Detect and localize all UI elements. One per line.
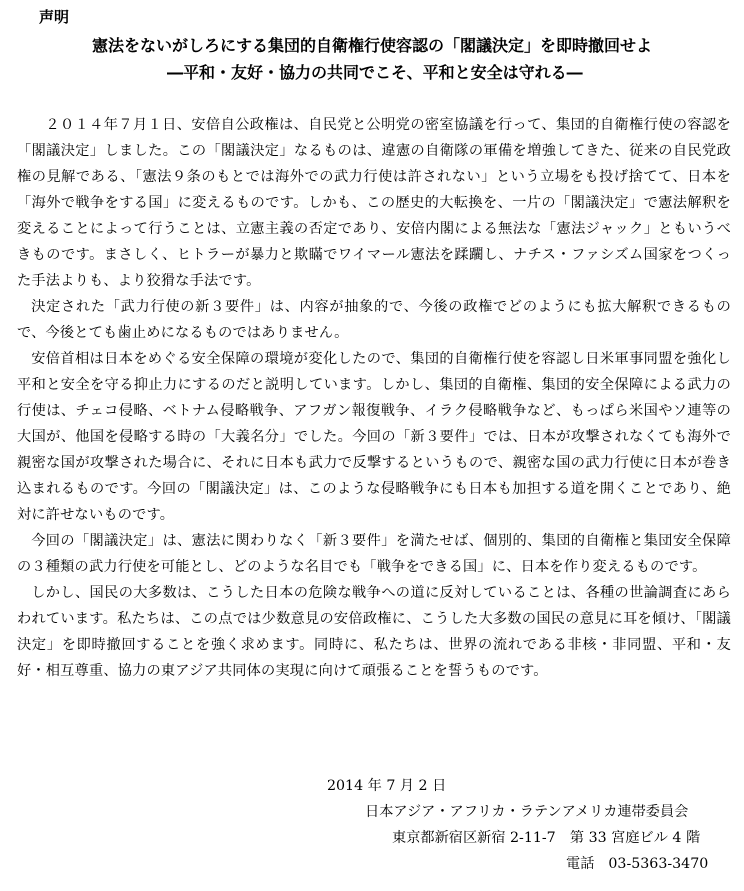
- paragraph-4: 今回の「閣議決定」は、憲法に関わりなく「新３要件」を満たせば、個別的、集団的自衛権と集団安全保障の３種類の武力行使を可能とし、どのような名目でも「戦争をできる国」に、日本を作り変えるものです。: [17, 533, 731, 575]
- paragraph-5: しかし、国民の大多数は、こうした日本の危険な戦争への道に反対していることは、各種の世論調査にあらわれています。私たちは、この点では少数意見の安倍政権に、こうした大多数の国民の意見に耳を傾け、「閣議決定」を即時撤回することを強く求めます。同時に、私たちは、世界の流れである非核・非同盟、平和・友好・相互尊重、協力の東アジア共同体の実現に向けて頑張ることを誓うものです。: [17, 585, 731, 679]
- paragraph-2: 決定された「武力行使の新３要件」は、内容が抽象的で、今後の政権でどのようにも拡大解釈できるもので、今後とても歯止めになるものではありません。: [17, 299, 731, 341]
- signature-date: 2014 年 7 月 2 日: [327, 778, 447, 794]
- signature-address: 東京都新宿区新宿 2-11-7 第 33 宮庭ビル 4 階: [392, 830, 701, 846]
- signature-organization: 日本アジア・アフリカ・ラテンアメリカ連帯委員会: [365, 804, 689, 820]
- statement-label: 声明: [39, 8, 70, 26]
- statement-title: 憲法をないがしろにする集団的自衛権行使容認の「閣議決定」を即時撤回せよ: [92, 36, 653, 55]
- statement-subtitle: ―平和・友好・協力の共同でこそ、平和と安全は守れる―: [167, 63, 583, 82]
- paragraph-3: 安倍首相は日本をめぐる安全保障の環境が変化したので、集団的自衛権行使を容認し日米軍事同盟を強化し平和と安全を守る抑止力にするのだと説明しています。しかし、集団的自衛権、集団的安全保障による武力の行使は、チェコ侵略、ベトナム侵略戦争、アフガン報復戦争、イラク侵略戦争など、もっぱら米国やソ連等の大国が、他国を侵略する時の「大義名分」でした。今回の「新３要件」では、日本が攻撃されなくても海外で親密な国が攻撃された場合に、それに日本も武力で反撃するというもので、親密な国の武力行使に日本が巻き込まれるものです。今回の「閣議決定」は、このような侵略戦争にも日本も加担する道を開くことであり、絶対に許せないものです。: [17, 351, 731, 523]
- phone-label: 電話: [566, 856, 595, 872]
- paragraph-1: ２０１４年７月１日、安倍自公政権は、自民党と公明党の密室協議を行って、集団的自衛権行使の容認を「閣議決定」しました。この「閣議決定」なるものは、違憲の自衛隊の軍備を増強してきた、従来の自民党政権の見解である、「憲法９条のもとでは海外での武力行使は許されない」という立場をも投げ捨てて、日本を「海外で戦争をする国」に変えるものです。しかも、この歴史的大転換を、一片の「閣議決定」で憲法解釈を変えることによって行うことは、立憲主義の否定であり、安倍内閣による無法な「憲法ジャック」ともいうべきものです。まさしく、ヒトラーが暴力と欺瞞でワイマール憲法を蹂躙し、ナチス・ファシズム国家をつくった手法よりも、より狡猾な手法です。: [17, 117, 731, 289]
- statement-body: [17, 112, 731, 684]
- phone-number: 03-5363-3470: [608, 856, 709, 872]
- signature-phone: [566, 851, 708, 877]
